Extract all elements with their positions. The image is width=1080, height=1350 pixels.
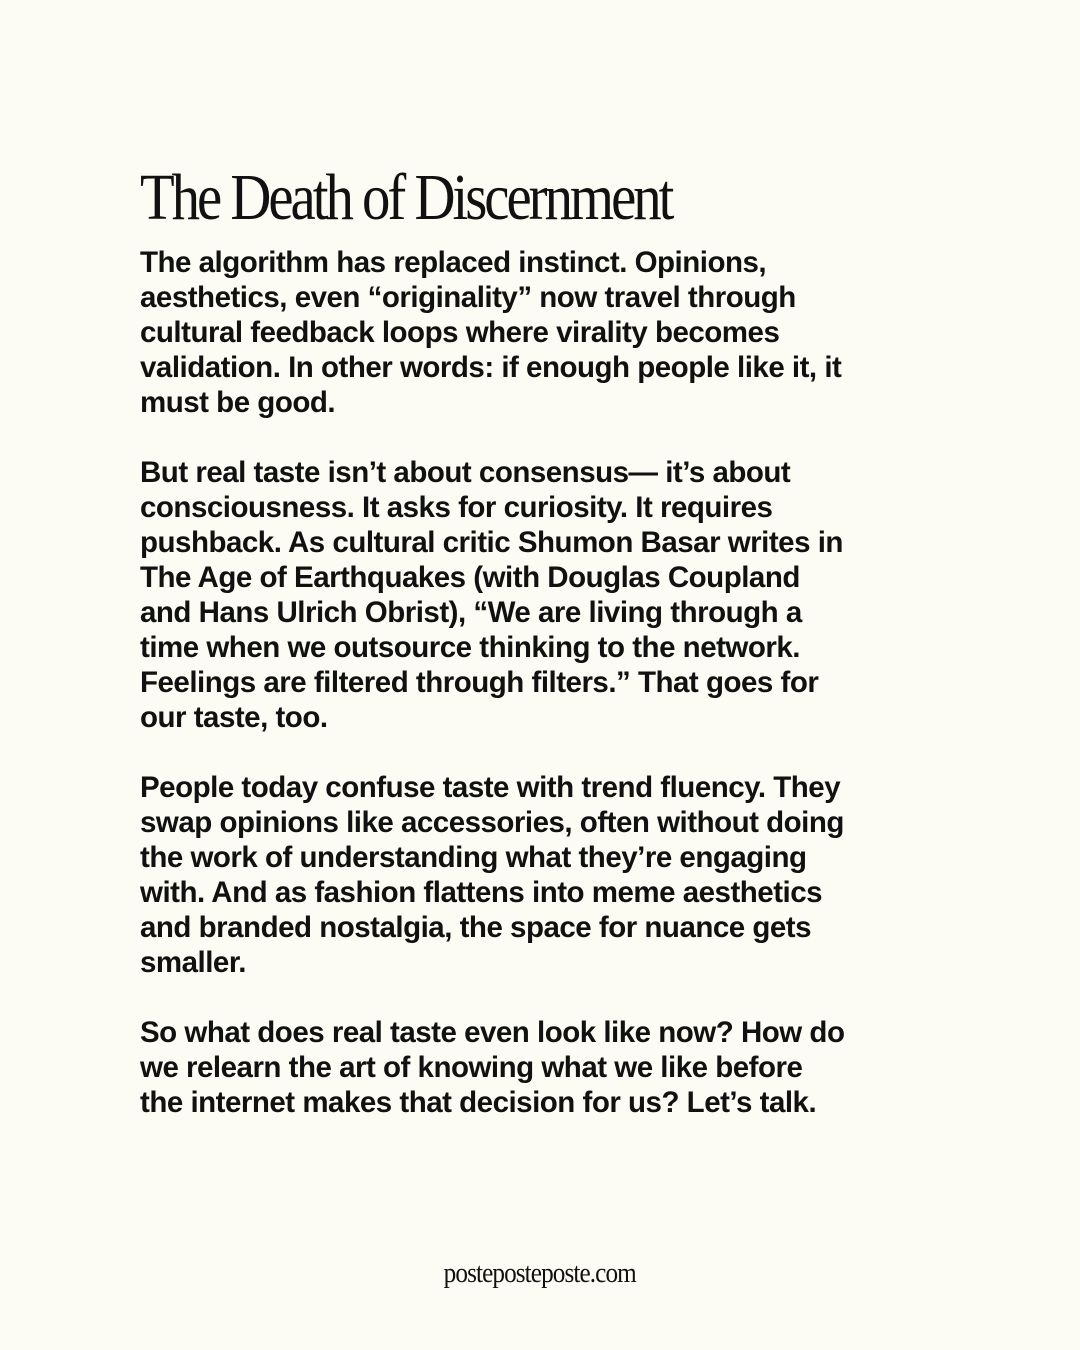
paragraph-line: and Hans Ulrich Obrist), “We are living through a [140,596,802,629]
paragraph-line: aesthetics, even “originality” now travel through [140,281,796,314]
paragraph-line: consciousness. It asks for curiosity. It requires [140,491,773,524]
paragraph-line: pushback. As cultural critic Shumon Basar writes in [140,526,843,559]
paragraph-line: People today confuse taste with trend fluency. They [140,771,841,804]
paragraph-line: swap opinions like accessories, often without doing [140,806,844,839]
footer-site-url [0,1258,1080,1290]
paragraph-line: we relearn the art of knowing what we like before [140,1051,803,1084]
paragraph-line: The algorithm has replaced instinct. Opinions, [140,246,767,279]
paragraph-line: and branded nostalgia, the space for nuance gets [140,911,812,944]
paragraph-line: the internet makes that decision for us? Let’s talk. [140,1086,817,1119]
paragraph-line: with. And as fashion flattens into meme aesthetics [140,876,823,909]
paragraph-line: validation. In other words: if enough people like it, it [140,351,842,384]
site-url: posteposteposte.com [443,1258,637,1289]
paragraph-line: our taste, too. [140,701,328,734]
article-body [140,245,940,1155]
paragraph-1 [140,245,940,420]
paragraph-3 [140,770,940,980]
paragraph-line: Feelings are filtered through filters.” That goes for [140,666,819,699]
paragraph-4 [140,1015,940,1120]
paragraph-line: The Age of Earthquakes (with Douglas Coupland [140,561,800,594]
paragraph-line: smaller. [140,946,246,979]
paragraph-line: But real taste isn’t about consensus— it’s about [140,456,791,489]
page-title: The Death of Discernment [140,161,672,234]
paragraph-line: must be good. [140,386,336,419]
paragraph-line: cultural feedback loops where virality becomes [140,316,780,349]
paragraph-2 [140,455,940,735]
paragraph-line: the work of understanding what they’re engaging [140,841,807,874]
paragraph-line: time when we outsource thinking to the network. [140,631,800,664]
paragraph-line: So what does real taste even look like now? How do [140,1016,845,1049]
